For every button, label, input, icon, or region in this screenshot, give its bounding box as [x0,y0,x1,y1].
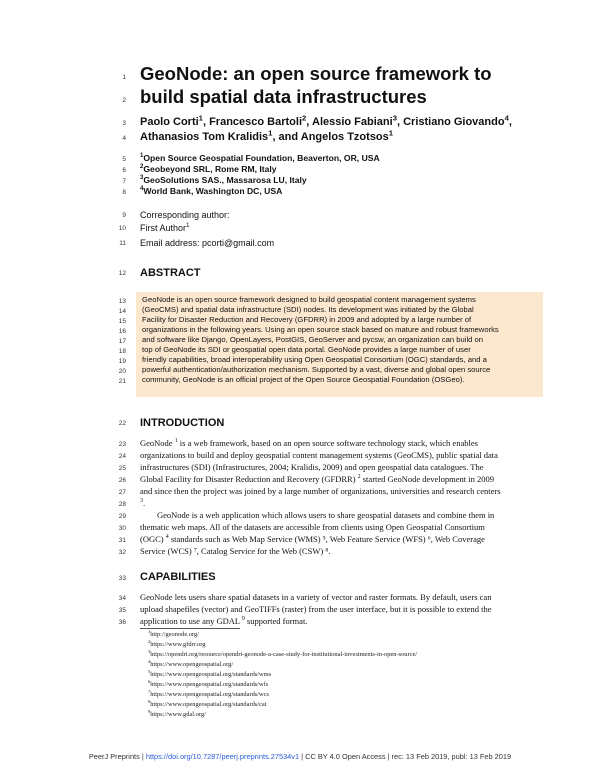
line-number: 35 [118,607,126,614]
line-number: 5 [122,156,126,163]
line-number: 32 [118,549,126,556]
text-run: Global Facility for Disaster Reduction and Recovery (GFDRR) [140,474,358,484]
affiliation [140,186,380,197]
text-run: application to use any GDAL [140,616,242,626]
line-number: 27 [118,489,126,496]
author-name: Francesco Bartoli [209,116,302,128]
body-line: GeoNode is a web application which allows users to share geospatial datasets and combine them in [140,510,495,520]
author-name: Paolo Corti [140,116,199,128]
footnote-text: https://www.opengeospatial.org/standards/wcs [150,691,269,698]
line-number: 1 [122,74,126,81]
line-number: 11 [119,240,126,247]
footnote [148,648,418,658]
author-sup: 3 [392,113,397,123]
footnote-sup: 6 [148,678,151,684]
body-line: infrastructures (SDI) (Infrastructures, 2004; Kralidis, 2009) and open geospatial data catalogues. The [140,462,484,472]
text-run: supported format. [244,616,308,626]
line-number: 4 [122,135,126,142]
line-number: 28 [118,501,126,508]
capabilities-heading: CAPABILITIES [140,571,216,583]
footnote-ref: 3 [140,498,143,505]
corresponding-label: Corresponding author: [140,210,230,220]
line-number: 33 [118,575,126,582]
affiliation [140,175,380,186]
abstract-line: community, GeoNode is an official project of the Open Source Geospatial Foundation (OSGeo). [142,375,465,384]
author-sup: 4 [504,113,509,123]
footnote-rule [140,628,240,629]
affiliation-text: Open Source Geospatial Foundation, Beaverton, OR, USA [143,153,380,163]
line-number: 18 [118,348,126,355]
body-line: upload shapefiles (vector) and GeoTIFFs (raster) from the user interface, but it is possible to extend the [140,604,492,614]
line-number: 21 [118,378,126,385]
footnote-text: http://geonode.org/ [150,631,199,638]
affiliation-sup: 1 [140,153,144,160]
line-number: 24 [118,453,126,460]
affiliations [140,153,380,197]
abstract-line: friendly capabilities, broad interoperability using Open Geospatial Consortium (OGC) standards, and a [142,355,487,364]
affiliation-sup: 4 [140,186,144,193]
footer-suffix: | CC BY 4.0 Open Access | rec: 13 Feb 2019, publ: 13 Feb 2019 [299,752,512,761]
paper-title [140,62,492,108]
body-line [140,616,307,626]
abstract-heading: ABSTRACT [140,267,201,279]
corresponding-author-name: First Author [140,223,187,233]
page-footer [0,752,600,761]
body-line: thematic web maps. All of the datasets are accessible from clients using Open Geospatial Consortium [140,522,485,532]
author-sup: 1 [388,128,394,138]
footnote [148,668,272,678]
footnote-ref: 4 [165,534,169,541]
footnote [148,698,267,708]
footnote-ref: 9 [241,616,245,623]
abstract-line: organizations in the following years. Using an open source stack based on mature and robust frameworks [142,325,499,334]
title-line: GeoNode: an open source framework to [140,63,492,84]
line-number: 23 [118,441,126,448]
text-run: is a web framework, based on an open source software technology stack, which enables [177,438,478,448]
footnote [148,658,234,668]
doi-link[interactable]: https://doi.org/10.7287/peerj.preprints.27534v1 [145,752,300,761]
line-number: 6 [122,167,126,174]
line-number: 25 [118,465,126,472]
body-line: organizations to build and deploy geospatial content management systems (GeoCMS), public spatial data [140,450,498,460]
affiliation-sup: 2 [140,164,144,171]
footnote-text: https://www.opengeospatial.org/standards/wms [150,671,272,678]
footnote-sup: 9 [148,708,151,714]
footnote-text: https://www.opengeospatial.org/standards/wfs [150,681,269,688]
line-number: 29 [118,513,126,520]
author-sup: 1 [268,128,273,138]
abstract-line: (GeoCMS) and spatial data infrastructure (SDI) nodes. Its development was initiated by the Global [142,305,474,314]
body-line [140,474,494,484]
footnote-text: https://www.opengeospatial.org/standards/cat [150,701,267,708]
affiliation-sup: 3 [140,175,144,182]
author-name: Athanasios Tom Kralidis [140,131,269,143]
line-number: 22 [118,420,126,427]
line-number: 15 [118,318,126,325]
body-line [140,534,485,544]
author-line: Athanasios Tom Kralidis$^1$, and Angelos Tzotsos$^1$ [140,128,394,143]
body-line: GeoNode lets users share spatial datasets in a variety of vector and raster formats. By default, users can [140,592,492,602]
corresponding-name [140,222,190,235]
text-run: started GeoNode development in 2009 [360,474,494,484]
footnote-text: https://www.gdal.org/ [150,711,206,718]
line-number: 7 [122,178,126,185]
line-number: 31 [118,537,126,544]
affiliation [140,153,380,164]
abstract-line: and software like Django, OpenLayers, PostGIS, GeoServer and pycsw, an organization can build on [142,335,484,344]
affiliation-text: World Bank, Washington DC, USA [143,186,283,196]
affiliation-text: Geobeyond SRL, Rome RM, Italy [143,164,277,174]
footnote-text: https://www.gfdrr.org [150,641,206,648]
line-number: 36 [118,619,126,626]
author-name: Angelos Tzotsos [300,131,389,143]
abstract-line: Facility for Disaster Reduction and Recovery (GFDRR) in 2009 and adopted by a large number of [142,315,472,324]
footnote-sup: 7 [148,688,151,694]
abstract-line: powerful authentication/authorization mechanism. Supported by a vast, diverse and global open source [142,365,491,374]
footnote-ref: 2 [357,474,361,481]
line-number: 17 [118,338,126,345]
affiliation [140,164,380,175]
title-line: build spatial data infrastructures [140,86,427,107]
line-number: 8 [122,189,126,196]
abstract-line: top of GeoNode its SDI or geospatial open data portal. GeoNode provides a large number of user [142,345,471,354]
text-run: standards such as Web Map Service (WMS) ⁵, Web Feature Service (WFS) ⁶, Web Coverage [168,534,485,544]
line-number: 30 [118,525,126,532]
footnote [148,638,206,648]
footnote-sup: 2 [148,638,151,644]
line-number: 2 [122,97,126,104]
author-line: Paolo Corti$^1$, Francesco Bartoli$^2$, Alessio Fabiani$^3$, Cristiano Giovando$^4$, [140,113,512,128]
body-line [140,438,478,448]
line-number: 9 [122,212,126,219]
abstract-line: GeoNode is an open source framework designed to build geospatial content management systems [142,295,476,304]
line-number: 13 [118,298,126,305]
body-line: Service (WCS) ⁷, Catalog Service for the Web (CSW) ⁸. [140,546,331,556]
footnote-sup: 8 [148,698,151,704]
footer-prefix: PeerJ Preprints | [88,752,146,761]
footnote [148,688,269,698]
line-number: 19 [118,358,126,365]
footnote-sup: 4 [148,658,151,664]
author-list [140,115,512,145]
introduction-heading: INTRODUCTION [140,417,225,429]
line-number: 20 [118,368,126,375]
footnote-ref: 1 [174,438,178,445]
footnote-sup: 3 [148,648,151,654]
body-line [140,498,145,508]
line-number: 10 [118,225,126,232]
line-number: 14 [118,308,126,315]
text-run: . [142,498,146,508]
author-name: Alessio Fabiani [312,116,393,128]
line-number: 12 [118,270,126,277]
footnote [148,628,199,638]
line-number: 16 [118,328,126,335]
footnote [148,678,269,688]
line-number: 34 [118,595,126,602]
line-number: 3 [122,120,126,127]
footnote [148,708,206,718]
corresponding-email: Email address: pcorti@gmail.com [140,238,275,248]
line-number: 26 [118,477,126,484]
text-run: (OGC) [140,534,166,544]
footnote-sup: 5 [148,668,151,674]
author-sup: 2 [302,113,307,123]
text-run: GeoNode [140,438,175,448]
footnote-text: https://opendri.org/resource/opendri-geonode-a-case-study-for-institutional-investments-in-open-source/ [150,651,418,658]
author-sup: 1 [198,113,203,123]
footnote-text: https://www.opengeospatial.org/ [150,661,234,668]
affiliation-text: GeoSolutions SAS., Massarosa LU, Italy [143,175,307,185]
corresponding-sup: 1 [186,222,190,229]
body-line: and since then the project was joined by a large number of organizations, universities and research centers [140,486,501,496]
footnote-sup: 1 [148,628,151,634]
author-name: Cristiano Giovando [403,116,505,128]
